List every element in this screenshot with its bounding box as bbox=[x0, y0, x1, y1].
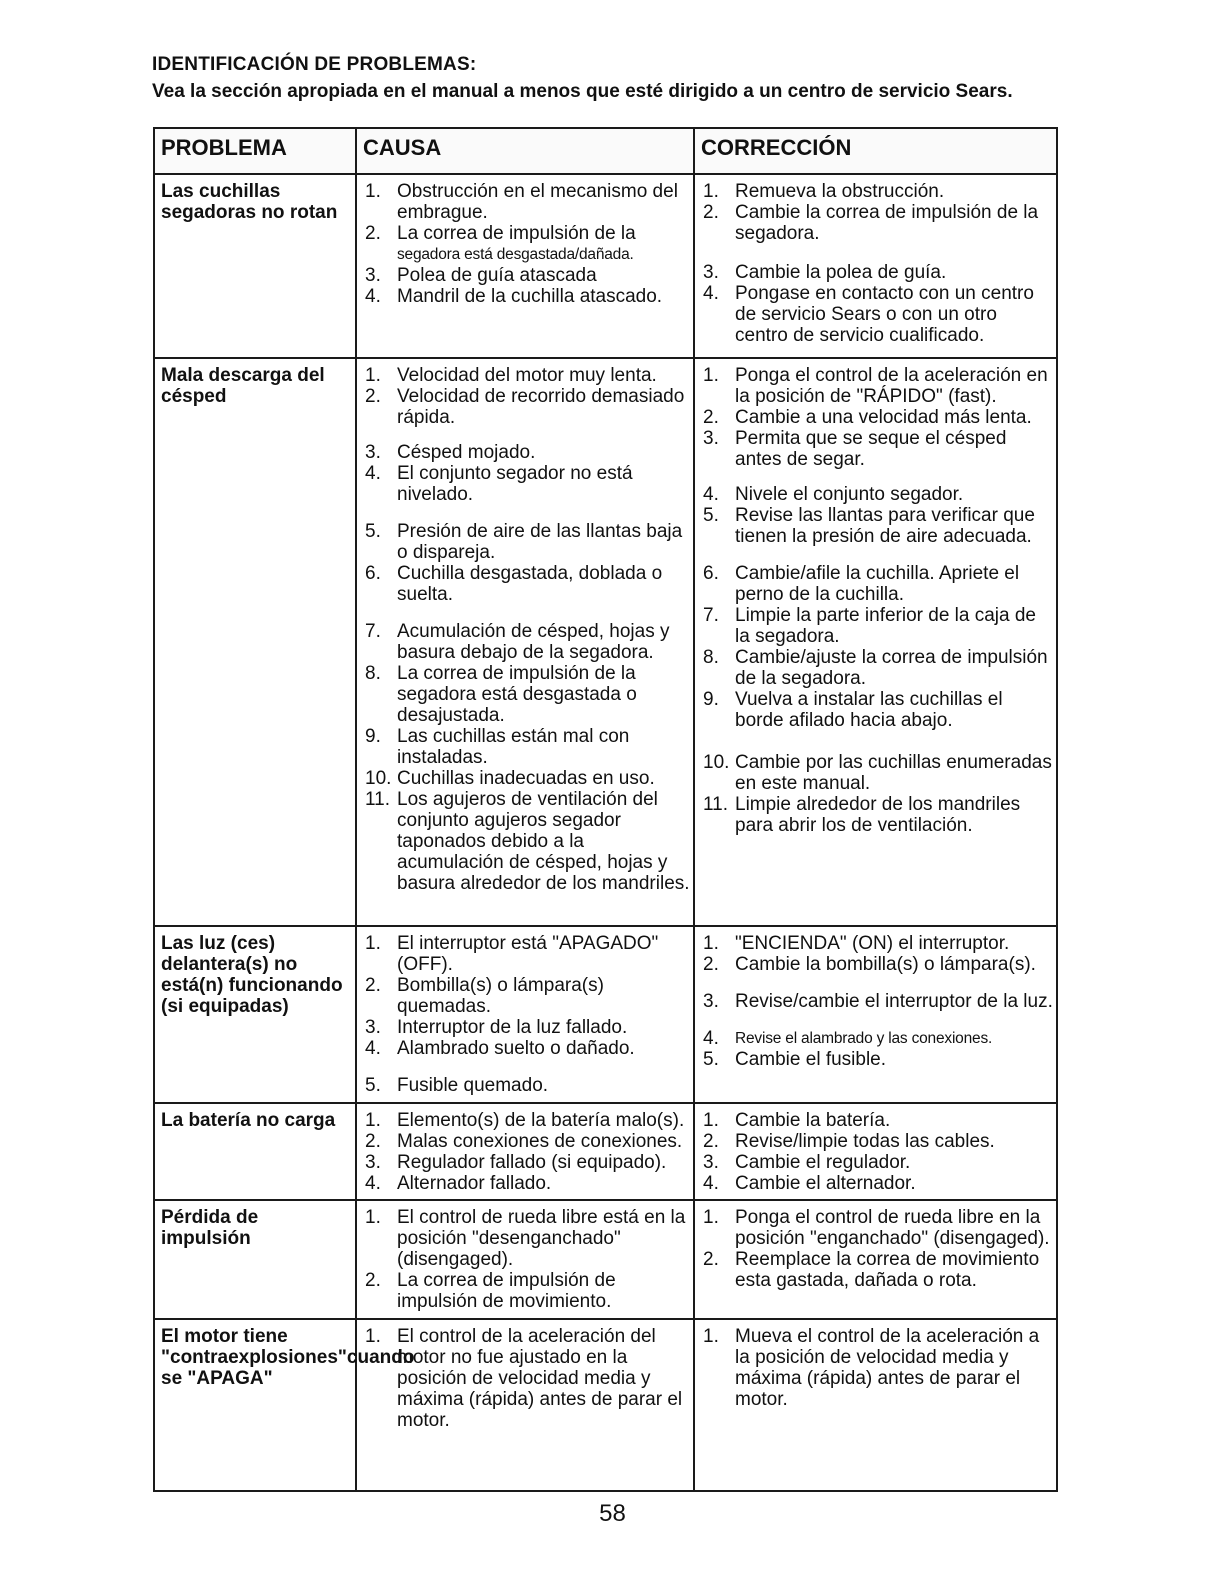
item-text: Nivele el conjunto segador. bbox=[735, 484, 964, 505]
item-text: Revise las llantas para verificar que tienen la presión de aire adecuada. bbox=[735, 505, 1035, 547]
item-text: Cambie a una velocidad más lenta. bbox=[735, 407, 1032, 428]
correction-item bbox=[699, 262, 1054, 283]
item-text: Polea de guía atascada bbox=[397, 265, 597, 286]
problem-cell: Las luz (ces) delantera(s) no está(n) funcionando (si equipadas) bbox=[154, 926, 356, 1103]
cause-item bbox=[361, 244, 691, 265]
item-number: 2. bbox=[365, 975, 381, 996]
correction-item bbox=[699, 484, 1054, 505]
item-text: Revise/limpie todas las cables. bbox=[735, 1131, 995, 1152]
correction-cell bbox=[694, 926, 1057, 1103]
item-text: La correa de impulsión de la segadora está desgastada o desajustada. bbox=[397, 663, 637, 726]
item-number: 1. bbox=[703, 1207, 719, 1228]
item-number: 11. bbox=[365, 789, 391, 810]
correction-item bbox=[699, 933, 1054, 954]
item-text: Cambie la bombilla(s) o lámpara(s). bbox=[735, 954, 1036, 975]
item-number: 1. bbox=[365, 933, 381, 954]
item-text: "ENCIENDA" (ON) el interruptor. bbox=[735, 933, 1010, 954]
correction-item bbox=[699, 954, 1054, 975]
problem-cell: Las cuchillas segadoras no rotan bbox=[154, 174, 356, 358]
item-text: Los agujeros de ventilación del conjunto agujeros segador taponados debido a la acumulación de césped, hojas y basura alrededor de los mandriles. bbox=[397, 789, 690, 894]
table-header-row bbox=[154, 128, 1057, 174]
item-text: Malas conexiones de conexiones. bbox=[397, 1131, 683, 1152]
page-number: 58 bbox=[599, 1500, 626, 1527]
cause-item bbox=[361, 181, 691, 223]
cause-cell bbox=[356, 926, 694, 1103]
item-text: Regulador fallado (si equipado). bbox=[397, 1152, 667, 1173]
correction-cell bbox=[694, 1103, 1057, 1200]
correction-item bbox=[699, 428, 1054, 470]
item-text: Cuchilla desgastada, doblada o suelta. bbox=[397, 563, 663, 605]
item-number: 1. bbox=[365, 1110, 381, 1131]
correction-cell bbox=[694, 174, 1057, 358]
item-text: La correa de impulsión de impulsión de movimiento. bbox=[397, 1270, 616, 1312]
problem-cell: La batería no carga bbox=[154, 1103, 356, 1200]
cause-item bbox=[361, 521, 691, 563]
correction-item bbox=[699, 407, 1054, 428]
item-text: El control de la aceleración del motor no fue ajustado en la posición de velocidad media y máxima (rápida) antes de parar el motor. bbox=[397, 1326, 683, 1431]
table-row bbox=[154, 1103, 1057, 1200]
item-number: 5. bbox=[365, 521, 381, 542]
item-text: Interruptor de la luz fallado. bbox=[397, 1017, 628, 1038]
cause-item bbox=[361, 663, 691, 726]
item-number: 2. bbox=[703, 202, 719, 223]
table-row bbox=[154, 1319, 1057, 1491]
item-text: Cambie la polea de guía. bbox=[735, 262, 947, 283]
item-text: Acumulación de césped, hojas y basura debajo de la segadora. bbox=[397, 621, 670, 663]
item-text: Cambie el fusible. bbox=[735, 1049, 887, 1070]
item-number: 3. bbox=[365, 1017, 381, 1038]
header-cause: CAUSA bbox=[356, 128, 694, 174]
item-number: 1. bbox=[703, 1110, 719, 1131]
item-text: Velocidad de recorrido demasiado rápida. bbox=[397, 386, 685, 428]
cause-item bbox=[361, 386, 691, 428]
correction-item bbox=[699, 505, 1054, 547]
item-number: 4. bbox=[703, 1028, 719, 1049]
cause-item bbox=[361, 1075, 691, 1096]
item-number: 3. bbox=[703, 1152, 719, 1173]
item-number: 5. bbox=[365, 1075, 381, 1096]
cause-cell bbox=[356, 1319, 694, 1491]
correction-item bbox=[699, 1110, 1054, 1131]
item-number: 2. bbox=[703, 954, 719, 975]
cause-item bbox=[361, 223, 691, 244]
correction-cell bbox=[694, 1200, 1057, 1319]
item-number: 1. bbox=[365, 365, 381, 386]
cause-item bbox=[361, 286, 691, 307]
item-text: Alternador fallado. bbox=[397, 1173, 552, 1194]
troubleshooting-table bbox=[153, 127, 1058, 1492]
item-number: 2. bbox=[365, 1131, 381, 1152]
item-number: 1. bbox=[703, 181, 719, 202]
cause-item bbox=[361, 975, 691, 1017]
cause-item bbox=[361, 463, 691, 505]
item-number: 2. bbox=[365, 223, 381, 244]
item-text: Cambie el alternador. bbox=[735, 1173, 916, 1194]
correction-item bbox=[699, 1207, 1054, 1249]
item-text: Limpie alrededor de los mandriles para abrir los de ventilación. bbox=[735, 794, 1021, 836]
header-correction: CORRECCIÓN bbox=[694, 128, 1057, 174]
item-number: 5. bbox=[703, 1049, 719, 1070]
correction-item bbox=[699, 181, 1054, 202]
item-text: Césped mojado. bbox=[397, 442, 536, 463]
item-number: 4. bbox=[365, 1173, 381, 1194]
item-number: 2. bbox=[365, 386, 381, 407]
item-number: 10. bbox=[703, 752, 730, 773]
item-text: Cambie la correa de impulsión de la segadora. bbox=[735, 202, 1039, 244]
correction-item bbox=[699, 689, 1054, 731]
item-text: La correa de impulsión de la bbox=[397, 223, 636, 244]
cause-item bbox=[361, 1017, 691, 1038]
cause-item bbox=[361, 1326, 691, 1431]
problem-cell: El motor tiene "contraexplosiones"cuando se "APAGA" bbox=[154, 1319, 356, 1491]
item-text: Cambie/afile la cuchilla. Apriete el perno de la cuchilla. bbox=[735, 563, 1020, 605]
cause-item bbox=[361, 621, 691, 663]
item-text: Cambie el regulador. bbox=[735, 1152, 911, 1173]
correction-item bbox=[699, 1028, 1054, 1049]
correction-item bbox=[699, 1326, 1054, 1410]
cause-item bbox=[361, 726, 691, 768]
item-text: Limpie la parte inferior de la caja de la segadora. bbox=[735, 605, 1037, 647]
correction-item bbox=[699, 1049, 1054, 1070]
item-number: 11. bbox=[703, 794, 729, 815]
item-number: 4. bbox=[365, 1038, 381, 1059]
item-number: 7. bbox=[703, 605, 719, 626]
header-problem: PROBLEMA bbox=[154, 128, 356, 174]
item-text: Elemento(s) de la batería malo(s). bbox=[397, 1110, 685, 1131]
item-number: 9. bbox=[703, 689, 719, 710]
item-number: 1. bbox=[365, 1326, 381, 1347]
page-title: IDENTIFICACIÓN DE PROBLEMAS: bbox=[152, 54, 477, 75]
cause-item bbox=[361, 563, 691, 605]
item-text: El control de rueda libre está en la posición "desenganchado" (disengaged). bbox=[397, 1207, 686, 1270]
cause-item bbox=[361, 1173, 691, 1194]
item-text: Revise/cambie el interruptor de la luz. bbox=[735, 991, 1053, 1012]
correction-item bbox=[699, 283, 1054, 346]
item-text: El conjunto segador no está nivelado. bbox=[397, 463, 633, 505]
item-text: Pongase en contacto con un centro de servicio Sears o con un otro centro de servicio cualificado. bbox=[735, 283, 1034, 346]
item-number: 1. bbox=[703, 1326, 719, 1347]
item-text: Cambie la batería. bbox=[735, 1110, 891, 1131]
item-number: 1. bbox=[703, 933, 719, 954]
correction-item bbox=[699, 1152, 1054, 1173]
cause-item bbox=[361, 442, 691, 463]
table-body bbox=[154, 174, 1057, 1491]
item-text: Cambie/ajuste la correa de impulsión de la segadora. bbox=[735, 647, 1048, 689]
item-number: 3. bbox=[703, 262, 719, 283]
item-number: 3. bbox=[703, 991, 719, 1012]
correction-item bbox=[699, 991, 1054, 1012]
item-text: Ponga el control de la aceleración en la posición de "RÁPIDO" (fast). bbox=[735, 365, 1048, 407]
item-number: 1. bbox=[703, 365, 719, 386]
item-text: Vuelva a instalar las cuchillas el borde afilado hacia abajo. bbox=[735, 689, 1003, 731]
cause-item bbox=[361, 933, 691, 975]
item-text: Permita que se seque el césped antes de segar. bbox=[735, 428, 1007, 470]
item-number: 4. bbox=[365, 463, 381, 484]
correction-item bbox=[699, 605, 1054, 647]
item-number: 9. bbox=[365, 726, 381, 747]
page-subtitle: Vea la sección apropiada en el manual a menos que esté dirigido a un centro de servicio Sears. bbox=[152, 81, 1013, 102]
item-text: Velocidad del motor muy lenta. bbox=[397, 365, 657, 386]
cause-item bbox=[361, 1110, 691, 1131]
correction-item bbox=[699, 202, 1054, 244]
cause-item bbox=[361, 1038, 691, 1059]
item-text: Las cuchillas están mal con instaladas. bbox=[397, 726, 630, 768]
item-text: Mueva el control de la aceleración a la posición de velocidad media y máxima (rápida) antes de parar el motor. bbox=[735, 1326, 1040, 1410]
item-text: Revise el alambrado y las conexiones. bbox=[735, 1030, 993, 1047]
item-text: Reemplace la correa de movimiento esta gastada, dañada o rota. bbox=[735, 1249, 1040, 1291]
cause-item bbox=[361, 1207, 691, 1270]
item-text: Cambie por las cuchillas enumeradas en este manual. bbox=[735, 752, 1052, 794]
item-number: 4. bbox=[703, 484, 719, 505]
item-text: Obstrucción en el mecanismo del embrague. bbox=[397, 181, 678, 223]
item-text: Bombilla(s) o lámpara(s) quemadas. bbox=[397, 975, 604, 1017]
item-number: 7. bbox=[365, 621, 381, 642]
cause-cell bbox=[356, 1103, 694, 1200]
cause-item bbox=[361, 789, 691, 894]
table-row bbox=[154, 1200, 1057, 1319]
item-text: Cuchillas inadecuadas en uso. bbox=[397, 768, 655, 789]
item-text: Presión de aire de las llantas baja o dispareja. bbox=[397, 521, 683, 563]
item-number: 2. bbox=[365, 1270, 381, 1291]
correction-cell bbox=[694, 358, 1057, 926]
item-number: 5. bbox=[703, 505, 719, 526]
item-text: El interruptor está "APAGADO" (OFF). bbox=[397, 933, 659, 975]
table-row bbox=[154, 174, 1057, 358]
cause-item bbox=[361, 1152, 691, 1173]
item-text: Ponga el control de rueda libre en la posición "enganchado" (disengaged). bbox=[735, 1207, 1050, 1249]
correction-item bbox=[699, 365, 1054, 407]
cause-item bbox=[361, 1270, 691, 1312]
item-number: 3. bbox=[365, 1152, 381, 1173]
correction-item bbox=[699, 1249, 1054, 1291]
correction-item bbox=[699, 1173, 1054, 1194]
cause-item bbox=[361, 1131, 691, 1152]
item-number: 8. bbox=[365, 663, 381, 684]
cause-cell bbox=[356, 358, 694, 926]
item-text: Fusible quemado. bbox=[397, 1075, 549, 1096]
item-number: 10. bbox=[365, 768, 392, 789]
cause-cell bbox=[356, 1200, 694, 1319]
item-number: 2. bbox=[703, 407, 719, 428]
item-number: 4. bbox=[365, 286, 381, 307]
correction-item bbox=[699, 752, 1054, 794]
problem-cell: Pérdida de impulsión bbox=[154, 1200, 356, 1319]
item-number: 4. bbox=[703, 1173, 719, 1194]
table-row bbox=[154, 358, 1057, 926]
cause-item bbox=[361, 365, 691, 386]
item-number: 4. bbox=[703, 283, 719, 304]
item-number: 3. bbox=[703, 428, 719, 449]
problem-cell: Mala descarga del césped bbox=[154, 358, 356, 926]
item-text: Remueva la obstrucción. bbox=[735, 181, 945, 202]
item-number: 3. bbox=[365, 442, 381, 463]
table-row bbox=[154, 926, 1057, 1103]
item-number: 3. bbox=[365, 265, 381, 286]
cause-item bbox=[361, 768, 691, 789]
item-number: 6. bbox=[703, 563, 719, 584]
correction-item bbox=[699, 794, 1054, 836]
correction-item bbox=[699, 563, 1054, 605]
item-number: 6. bbox=[365, 563, 381, 584]
item-text: Mandril de la cuchilla atascado. bbox=[397, 286, 663, 307]
correction-item bbox=[699, 1131, 1054, 1152]
correction-item bbox=[699, 647, 1054, 689]
item-number: 1. bbox=[365, 181, 381, 202]
item-text: segadora está desgastada/dañada. bbox=[397, 246, 634, 263]
item-number: 2. bbox=[703, 1131, 719, 1152]
item-number: 1. bbox=[365, 1207, 381, 1228]
item-number: 8. bbox=[703, 647, 719, 668]
item-text: Alambrado suelto o dañado. bbox=[397, 1038, 635, 1059]
correction-cell bbox=[694, 1319, 1057, 1491]
item-number bbox=[361, 244, 397, 265]
item-number: 2. bbox=[703, 1249, 719, 1270]
cause-cell bbox=[356, 174, 694, 358]
cause-item bbox=[361, 265, 691, 286]
